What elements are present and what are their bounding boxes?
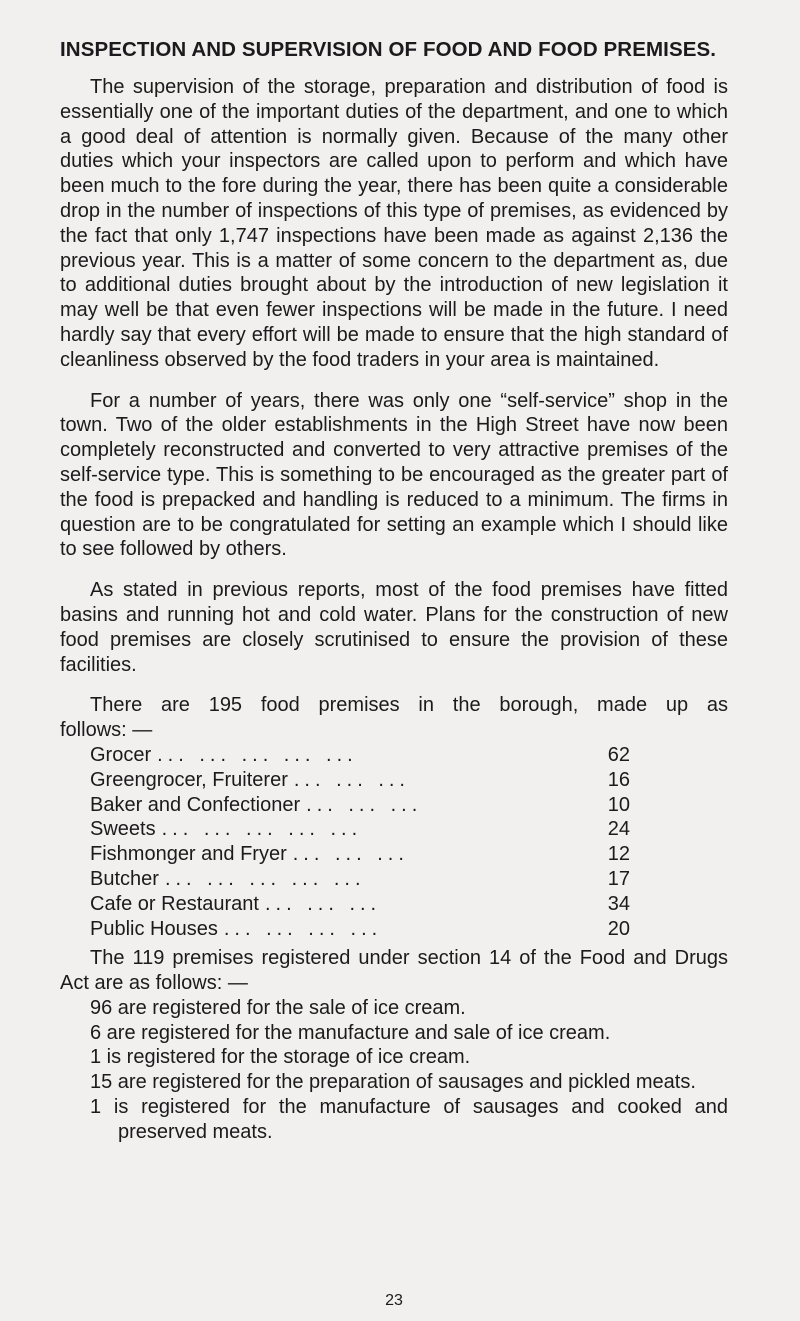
premises-type: Sweets (90, 818, 156, 841)
registered-item: 6 are registered for the manufacture and sale of ice cream. (90, 1021, 611, 1044)
premises-type: Public Houses (90, 917, 218, 940)
registered-item: 1 is registered for the manufacture of sausages and cooked and preserved meats. (90, 1096, 728, 1143)
dot-leader: ... ... ... ... (223, 917, 383, 940)
document-page (60, 38, 728, 1309)
premises-row (90, 892, 630, 917)
premises-row (90, 768, 630, 793)
premises-type: Greengrocer, Fruiterer (90, 768, 288, 791)
premises-row (90, 842, 630, 867)
premises-type: Grocer (90, 743, 152, 766)
premises-type: Butcher (90, 867, 159, 890)
premises-count: 17 (607, 867, 630, 890)
paragraph-facilities: As stated in previous reports, most of the food premises have fitted basins and running hot and cold water. Plans for the construction of new food premises are closely scrutinised to ensure the provision of these facilities. (60, 579, 728, 676)
premises-type: Baker and Confectioner (90, 793, 301, 816)
premises-count: 12 (607, 843, 630, 866)
premises-count: 34 (607, 892, 630, 915)
premises-row (90, 793, 630, 818)
premises-row (90, 867, 630, 892)
page-number: 23 (385, 1292, 403, 1309)
premises-intro: There are 195 food premises in the borough, made up as (90, 694, 728, 717)
premises-row (90, 817, 630, 842)
dot-leader: ... ... ... ... ... (157, 743, 358, 766)
registered-intro: The 119 premises registered under section 14 of the Food and Drugs Act are as follows: — (60, 947, 728, 995)
paragraph-self-service: For a number of years, there was only one “self-service” shop in the town. Two of the older establishments in the High Street have now been completely reconstructed and converted to very attractive premises of the self-service type. This is something to be encouraged as the greater part of the food is prepacked and handling is reduced to a minimum. The firms in question are to be congratulated for setting an example which I should like to see followed by others. (60, 389, 728, 561)
registered-list (90, 996, 728, 1145)
premises-row (90, 917, 630, 942)
premises-count: 16 (607, 768, 630, 791)
premises-count: 24 (607, 818, 630, 841)
registered-item: 96 are registered for the sale of ice cream. (90, 996, 466, 1019)
dot-leader: ... ... ... (292, 843, 409, 866)
premises-type: Cafe or Restaurant (90, 892, 259, 915)
dot-leader: ... ... ... (264, 892, 382, 915)
premises-count: 10 (607, 793, 630, 816)
premises-count: 62 (607, 743, 630, 766)
section-heading: INSPECTION AND SUPERVISION OF FOOD AND FOOD PREMISES. (60, 38, 717, 61)
paragraph-supervision: The supervision of the storage, preparation and distribution of food is essentially one of the important duties of the department, and one to which a good deal of attention is normally given. Because of the many other duties which your inspectors are called upon to perform and which have been much to the fore during the year, there has been quite a considerable drop in the number of inspections of this type of premises, as evidenced by the fact that only 1,747 inspections have been made as against 2,136 the previous year. This is a matter of some concern to the department as, due to additional duties brought about by the introduction of new legislation it may well be that even fewer inspections will be made in the future. I need hardly say that every effort will be made to ensure that the high standard of cleanliness observed by the food traders in your area is maintained. (60, 76, 728, 371)
premises-count: 20 (607, 917, 630, 940)
dot-leader: ... ... ... (293, 768, 410, 791)
dot-leader: ... ... ... (306, 793, 423, 816)
premises-list (90, 743, 630, 941)
dot-leader: ... ... ... ... ... (161, 818, 363, 841)
premises-intro-continued: follows: — (60, 719, 153, 742)
premises-row (90, 743, 630, 768)
registered-item: 1 is registered for the storage of ice cream. (90, 1046, 471, 1069)
registered-item: 15 are registered for the preparation of sausages and pickled meats. (90, 1071, 696, 1094)
premises-type: Fishmonger and Fryer (90, 843, 287, 866)
dot-leader: ... ... ... ... ... (164, 867, 366, 890)
